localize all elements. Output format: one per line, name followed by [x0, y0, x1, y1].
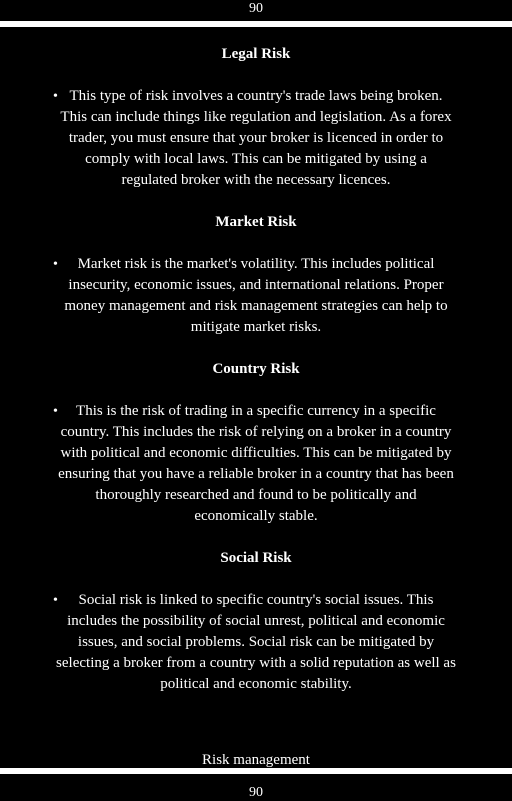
- footer-rule: [0, 768, 512, 774]
- header-rule: [0, 21, 512, 27]
- document-body: [0, 44, 512, 695]
- bullet-icon: •: [53, 593, 58, 608]
- section-heading-legal-risk: Legal Risk: [221, 46, 291, 62]
- bullet-icon: •: [53, 257, 58, 272]
- section-heading-market-risk: Market Risk: [215, 214, 297, 230]
- section-body-social-risk: [53, 590, 456, 695]
- section-body-country-risk: [53, 401, 456, 527]
- paragraph-text: This is the risk of trading in a specific currency in a specific country. This includes the risk of relying on a broker in a country with political and economic difficulties. This can be mitigated by ensuring that you have a reliable broker in a country that has been thoroughly researched and found to be politically and economically stable.: [58, 403, 454, 524]
- paragraph-text: Market risk is the market's volatility. This includes political insecurity, economic issues, and international relations. Proper money management and risk management strategies can help to mitigate market risks.: [64, 256, 448, 335]
- section-heading-social-risk: Social Risk: [220, 550, 292, 566]
- section-body-legal-risk: [53, 86, 456, 191]
- page-number-bottom: 90: [249, 785, 263, 800]
- bullet-icon: •: [53, 404, 58, 419]
- paragraph-text: This type of risk involves a country's trade laws being broken. This can include things like regulation and legislation. As a forex trader, you must ensure that your broker is licenced in order to comply with local laws. This can be mitigated by using a regulated broker with the necessary licences.: [60, 88, 452, 188]
- section-body-market-risk: [53, 254, 456, 338]
- paragraph-text: Social risk is linked to specific country's social issues. This includes the possibility of social unrest, political and economic issues, and social problems. Social risk can be mitigated by selecting a broker from a country with a solid reputation as well as political and economic stability.: [56, 592, 456, 692]
- running-footer-title: Risk management: [202, 752, 310, 768]
- page-number-top: 90: [249, 1, 263, 16]
- bullet-icon: •: [53, 89, 58, 104]
- section-heading-country-risk: Country Risk: [212, 361, 300, 377]
